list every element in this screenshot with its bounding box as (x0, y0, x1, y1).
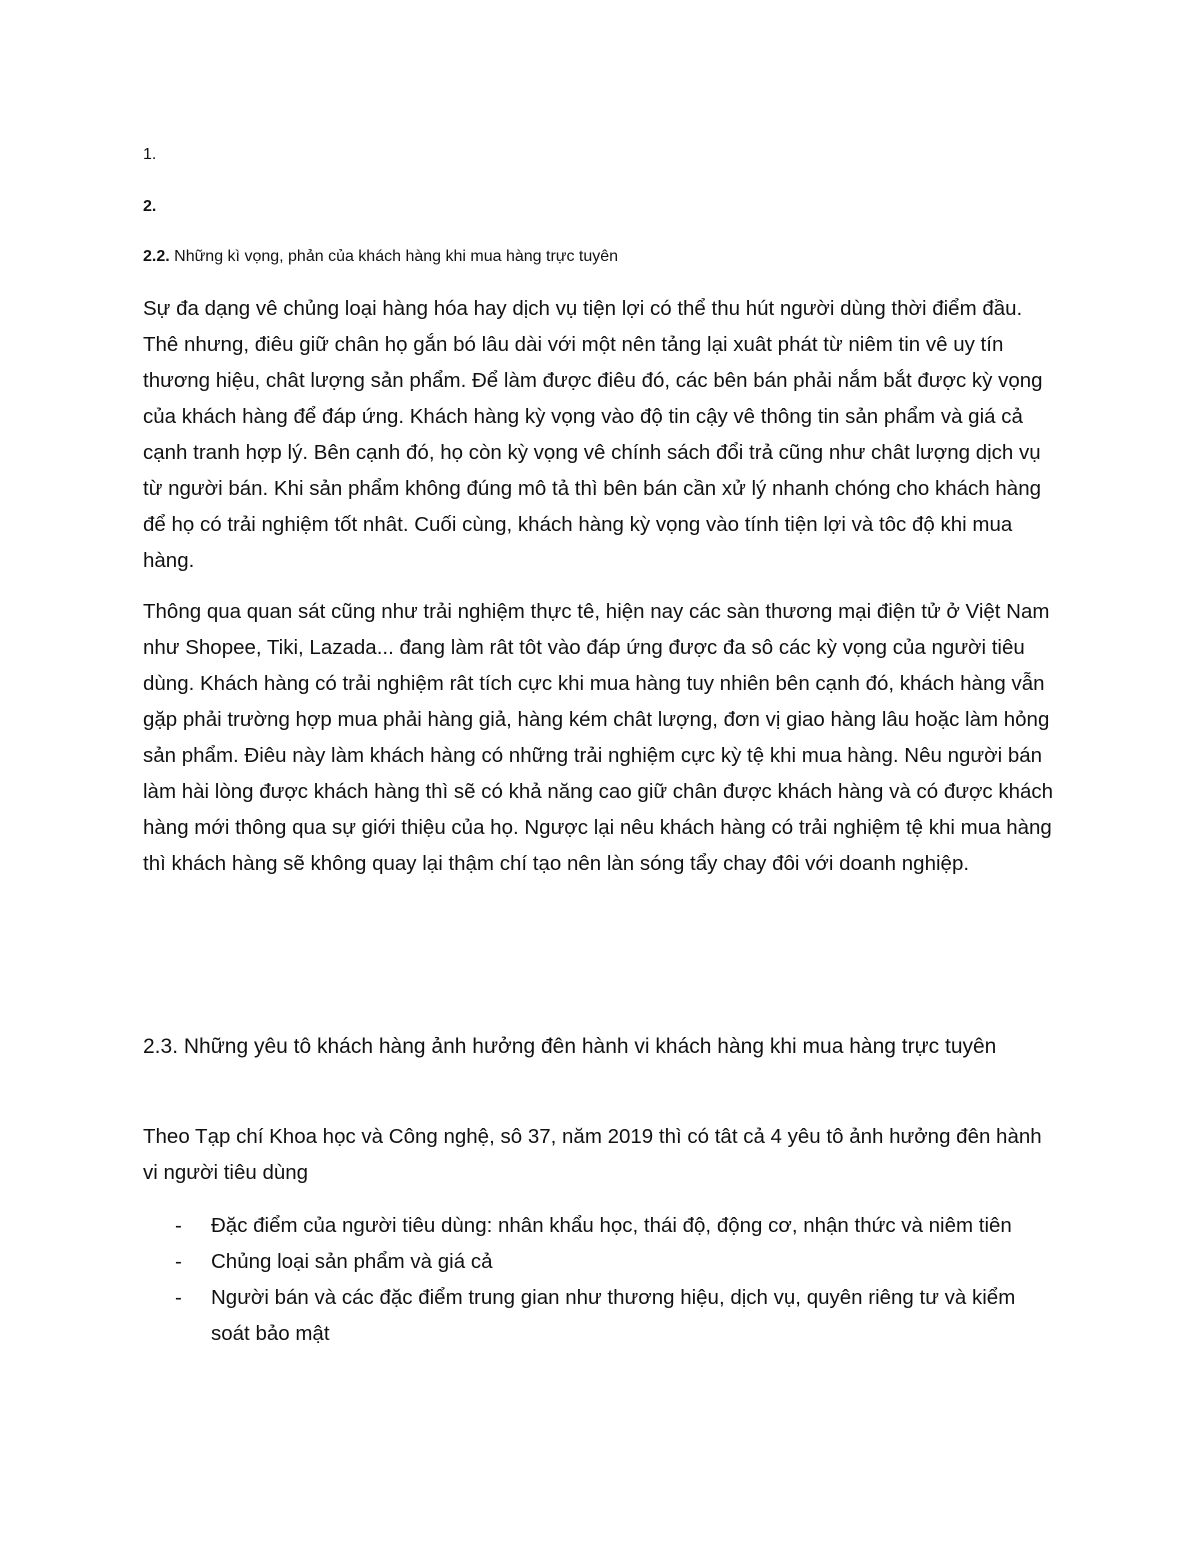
numbered-item-1: 1. (143, 146, 157, 163)
section-2-2-number: 2.2. (143, 248, 170, 265)
numbered-item-2: 2. (143, 198, 157, 215)
dash-marker: - (175, 1250, 182, 1273)
list-item (143, 1280, 1058, 1352)
paragraph-source: Theo Tạp chí Khoa học và Công nghệ, sô 37, năm 2019 thì có tât cả 4 yêu tô ảnh hưởng đên hành vi người tiêu dùng (143, 1125, 1042, 1184)
section-2-2-heading (143, 242, 1043, 272)
list-item-text: Chủng loại sản phẩm và giá cả (211, 1250, 493, 1273)
dash-marker: - (175, 1286, 182, 1309)
list-item-text: Đặc điểm của người tiêu dùng: nhân khẩu học, thái độ, động cơ, nhận thức và niêm tiên (211, 1214, 1012, 1237)
paragraph-observations: Thông qua quan sát cũng như trải nghiệm thực tê, hiện nay các sàn thương mại điện tử ở Việt Nam như Shopee, Tiki, Lazada... đang làm rât tôt vào đáp ứng được đa sô các kỳ vọng của người tiêu dùng. Khách hàng có trải nghiệm rât tích cực khi mua hàng tuy nhiên bên cạnh đó, khách hàng vẫn gặp phải trường hợp mua phải hàng giả, hàng kém chât lượng, đơn vị giao hàng lâu hoặc làm hỏng sản phẩm. Điêu này làm khách hàng có những trải nghiệm cực kỳ tệ khi mua hàng. Nêu người bán làm hài lòng được khách hàng thì sẽ có khả năng cao giữ chân được khách hàng và có được khách hàng mới thông qua sự giới thiệu của họ. Ngược lại nêu khách hàng có trải nghiệm tệ khi mua hàng thì khách hàng sẽ không quay lại thậm chí tạo nên làn sóng tẩy chay đôi với doanh nghiệp. (143, 600, 1054, 875)
list-item-text: Người bán và các đặc điểm trung gian như thương hiệu, dịch vụ, quyên riêng tư và kiểm soát bảo mật (211, 1286, 1016, 1345)
section-2-2-title: Những kì vọng, phản của khách hàng khi mua hàng trực tuyên (174, 248, 619, 265)
dash-marker: - (175, 1214, 182, 1237)
paragraph-expectations: Sự đa dạng vê chủng loại hàng hóa hay dịch vụ tiện lợi có thể thu hút người dùng thời điểm đầu. Thê nhưng, điêu giữ chân họ gắn bó lâu dài với một nên tảng lại xuât phát từ niêm tin vê uy tín thương hiệu, chât lượng sản phẩm. Để làm được điêu đó, các bên bán phải nắm bắt được kỳ vọng của khách hàng để đáp ứng. Khách hàng kỳ vọng vào độ tin cậy vê thông tin sản phẩm và giá cả cạnh tranh hợp lý. Bên cạnh đó, họ còn kỳ vọng vê chính sách đổi trả cũng như chât lượng dịch vụ từ người bán. Khi sản phẩm không đúng mô tả thì bên bán cần xử lý nhanh chóng cho khách hàng để họ có trải nghiệm tốt nhât. Cuối cùng, khách hàng kỳ vọng vào tính tiện lợi và tôc độ khi mua hàng. (143, 297, 1043, 572)
factor-list (143, 1208, 1058, 1352)
section-2-3-heading: 2.3. Những yêu tô khách hàng ảnh hưởng đên hành vi khách hàng khi mua hàng trực tuyên (143, 1035, 997, 1058)
list-item (143, 1244, 1058, 1280)
list-item (143, 1208, 1058, 1244)
